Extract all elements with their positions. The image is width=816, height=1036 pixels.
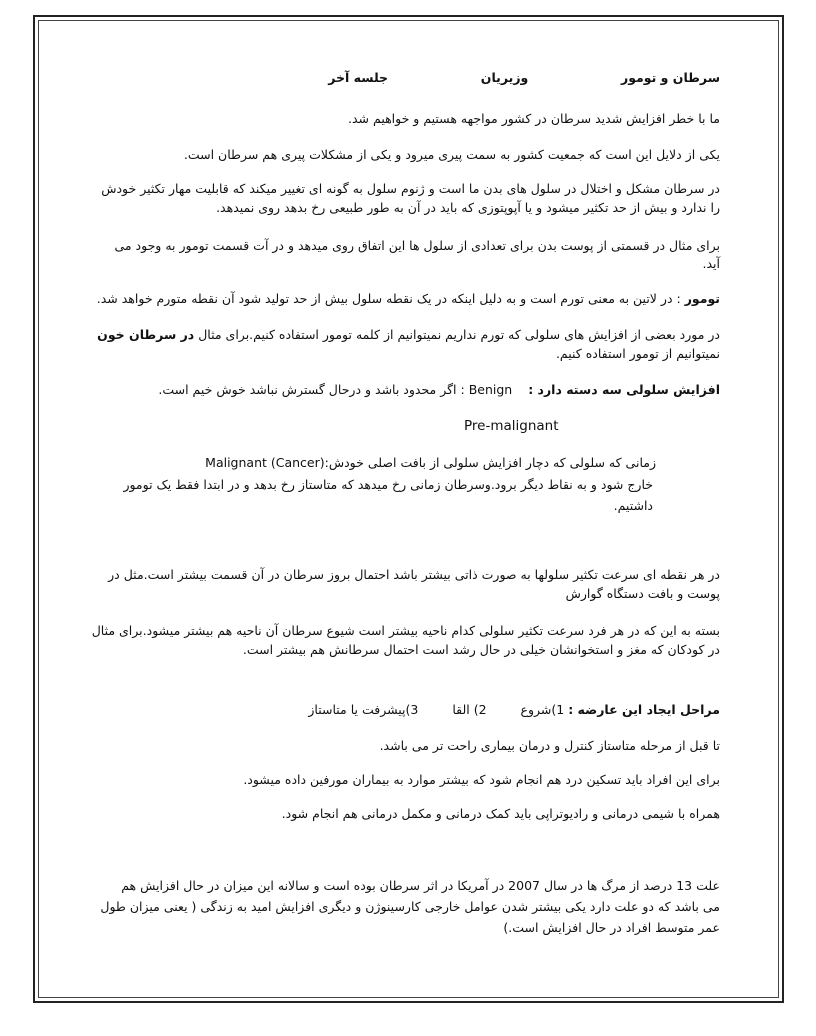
paragraph-2: یکی از دلایل این است که جمعیت کشور به سمت پیری میرود و یکی از مشکلات پیری هم سرطان است.: [183, 147, 720, 162]
tumor-definition: : در لاتین به معنی تورم است و به دلیل اینکه در یک نقطه سلول بیش از حد تولید شود آن نقطه متورم خواهد شد.: [96, 291, 681, 306]
title-topic: سرطان و تومور: [621, 70, 720, 85]
term-tumor: تومور: [684, 291, 720, 306]
title-author: وزیریان: [480, 70, 529, 85]
premalignant-term: Pre-malignant: [464, 418, 559, 434]
classification-line: [158, 382, 720, 398]
paragraph-6-line-1: [97, 327, 720, 343]
paragraph-10: تا قبل از مرحله متاستاز کنترل و درمان بیماری راحت تر می باشد.: [379, 738, 720, 753]
p6-text: در مورد بعضی از افزایش های سلولی که تورم نداریم نمیتوانیم از کلمه تومور استفاده کنیم.برای مثال: [198, 327, 720, 342]
paragraph-12: همراه با شیمی درمانی و رادیوتراپی باید کمک درمانی و مکمل درمانی هم انجام شود.: [281, 806, 720, 821]
benign-term: Benign: [468, 382, 513, 397]
stage-2: 2) القا: [452, 702, 487, 717]
stage-3: 3)پیشرفت یا متاستاز: [308, 702, 419, 717]
paragraph-8-line-1: در هر نقطه ای سرعت تکثیر سلولها به صورت ذاتی بیشتر باشد احتمال بروز سرطان در آن قسمت بیشتر است.مثل در: [108, 567, 720, 582]
page-title: [328, 70, 720, 86]
stages-heading: مراحل ایجاد این عارضه :: [568, 702, 720, 717]
paragraph-13-line-3: عمر متوسط افراد در حال افزایش است.): [503, 920, 720, 935]
classification-heading: افزایش سلولی سه دسته دارد :: [528, 382, 720, 397]
paragraph-13-line-1: علت 13 درصد از مرگ ها در سال 2007 در آمریکا در اثر سرطان بوده است و سالانه این میزان در حال افزایش هم: [121, 878, 720, 893]
title-session: جلسه آخر: [328, 70, 389, 85]
paragraph-9-line-1: بسته به این که در هر فرد سرعت تکثیر سلولی کدام ناحیه بیشتر است شیوع سرطان آن ناحیه هم بیشتر میشود.برای مثال: [91, 623, 720, 638]
stage-1: 1)شروع: [520, 702, 565, 717]
malignant-line-3: داشتیم.: [613, 498, 653, 513]
paragraph-1: ما با خطر افزایش شدید سرطان در کشور مواجهه هستیم و خواهیم شد.: [348, 111, 720, 126]
paragraph-3-line-1: در سرطان مشکل و اختلال در سلول های بدن ما است و ژنوم سلول به گونه ای تغییر میکند که قابلیت مهار تکثیر خودش: [101, 181, 720, 196]
paragraph-8-line-2: پوست و بافت دستگاه گوارش: [565, 586, 720, 601]
paragraph-4-line-1: برای مثال در قسمتی از پوست بدن برای تعدادی از سلول ها این اتفاق روی میدهد و در آت قسمت تومور به وجود می: [114, 238, 720, 253]
paragraph-5: [97, 291, 720, 307]
malignant-line-2: خارج شود و به نقاط دیگر برود.وسرطان زمانی رخ میدهد که متاستاز رخ بدهد و در ابتدا فقط یک تومور: [123, 477, 653, 492]
paragraph-6-line-2: نمیتوانیم از تومور استفاده کنیم.: [555, 346, 720, 361]
paragraph-9-line-2: در کودکان که مغز و استخوانشان خیلی در حال رشد است احتمال سرطانش هم بیشتر است.: [242, 642, 720, 657]
paragraph-11: برای این افراد باید تسکین درد هم انجام شود که بیشتر موارد به بیماران مورفین داده میشود.: [243, 772, 720, 787]
stages-line: [308, 702, 720, 718]
paragraph-3-line-2: را ندارد و بیش از حد تکثیر میشود و یا آپوپتوزی که باید در آن به طور طبیعی رخ بدهد روی نمیدهد.: [216, 200, 720, 215]
p6-bold: در سرطان خون: [97, 327, 195, 342]
paragraph-13-line-2: می باشد که دو علت دارد یکی بیشتر شدن عوامل خارجی کارسینوژن و دیگری افزایش امید به زندگی ( یعنی میزان طول: [100, 899, 720, 914]
benign-definition: : اگر محدود باشد و درحال گسترش نباشد خوش خیم است.: [158, 382, 465, 397]
paragraph-4-line-2: آید.: [702, 256, 720, 271]
malignant-line-1: Malignant (Cancer):زمانی که سلولی که دچار افزایش سلولی از بافت اصلی خودش: [205, 455, 656, 470]
